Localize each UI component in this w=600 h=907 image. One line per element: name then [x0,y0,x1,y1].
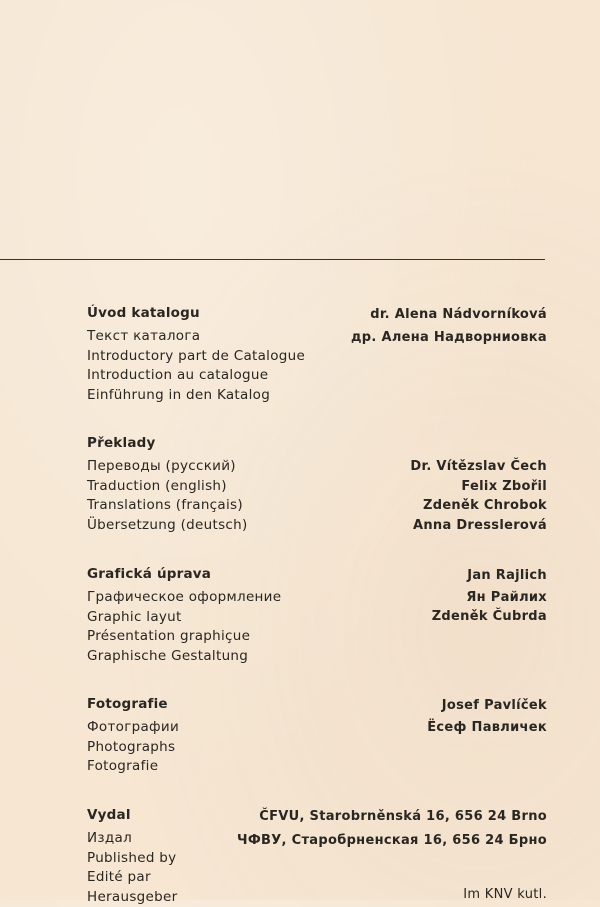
publisher-address: ČFVU, Starobrněnská 16, 656 24 Brno [237,807,547,827]
contributor-list [410,457,547,535]
contributor-name: Zdeněk Čubrda [432,607,547,627]
list-item: Einführung in den Katalog [87,386,305,406]
list-item: Introductory part de Catalogue [87,347,305,367]
contributor-name: Josef Pavlíček [427,696,547,716]
section-heading: Fotografie [87,696,168,712]
item-list [87,829,177,907]
contributor-name: Dr. Vítězslav Čech [410,457,547,477]
section-heading: Úvod katalogu [87,305,200,321]
list-item: Переводы (русский) [87,457,248,477]
list-item: Published by [87,849,177,869]
contributor-name: др. Алена Надворниовка [351,328,547,348]
contributor-list [427,696,547,737]
contributor-name: Felix Zbořil [410,477,547,497]
list-item: Graphische Gestaltung [87,647,281,667]
list-item: Издал [87,829,177,849]
list-item: Herausgeber [87,888,177,907]
contributor-name: dr. Alena Nádvorníková [351,305,547,325]
section-heading: Grafická úprava [87,566,211,582]
contributor-name: Ян Райлих [432,588,547,608]
contributor-list [432,566,547,627]
list-item: Übersetzung (deutsch) [87,516,248,536]
contributor-name: Zdeněk Chrobok [410,496,547,516]
list-item: Edité par [87,868,177,888]
list-item: Графическое оформление [87,588,281,608]
contributor-name: Ёсеф Павличек [427,718,547,738]
list-item: Фотографии [87,718,179,738]
footer-note: Im KNV kutl. [463,887,547,902]
list-item: Graphic layut [87,608,281,628]
section-heading: Vydal [87,807,131,823]
item-list [87,327,305,405]
list-item: Introduction au catalogue [87,366,305,386]
contributor-list [351,305,547,347]
horizontal-rule [0,259,545,260]
section-heading: Překlady [87,435,156,451]
contributor-name: Jan Rajlich [432,566,547,586]
list-item: Translations (français) [87,496,248,516]
list-item: Traduction (english) [87,477,248,497]
list-item: Текст каталога [87,327,305,347]
show-through-background [0,0,600,250]
item-list [87,457,248,535]
contributor-name: Anna Dresslerová [410,516,547,536]
publisher-address-list [237,807,547,850]
list-item: Fotografie [87,757,179,777]
list-item: Photographs [87,738,179,758]
list-item: Présentation graphiçue [87,627,281,647]
item-list [87,588,281,666]
publisher-address: ЧФВУ, Старобрненская 16, 656 24 Брно [237,831,547,851]
item-list [87,718,179,777]
